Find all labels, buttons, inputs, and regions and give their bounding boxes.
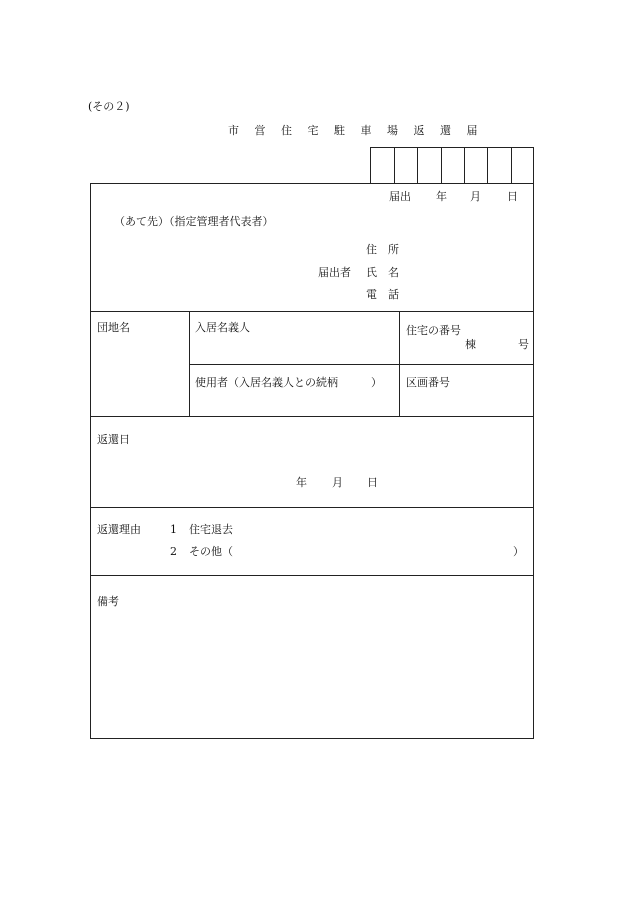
- reception-divider: [441, 148, 442, 184]
- divider: [90, 575, 534, 576]
- divider: [189, 364, 534, 365]
- addressee: （あて先）（指定管理者代表者）: [114, 215, 274, 228]
- return-date-month: 月: [332, 476, 343, 489]
- phone-label: 電 話: [366, 288, 399, 301]
- remarks-label: 備考: [97, 595, 119, 608]
- divider: [90, 507, 534, 508]
- number-label: 号: [518, 338, 529, 351]
- address-label: 住 所: [366, 243, 399, 256]
- reason-option1-number: 1: [170, 523, 177, 536]
- divider: [90, 416, 534, 417]
- divider: [90, 311, 534, 312]
- reason-option2-number: 2: [170, 545, 177, 558]
- return-reason-label: 返還理由: [97, 523, 141, 536]
- name-label: 氏 名: [366, 266, 399, 279]
- reason-option1-text: 住宅退去: [189, 523, 233, 536]
- reception-divider: [511, 148, 512, 184]
- form-frame: [90, 183, 534, 739]
- form-title: 市 営 住 宅 駐 車 場 返 還 届: [228, 124, 484, 137]
- reason-option2-close: ）: [513, 545, 524, 558]
- house-number-label: 住宅の番号: [406, 324, 461, 337]
- estate-name-label: 団地名: [97, 321, 130, 334]
- reason-option2-text: その他（: [189, 545, 233, 558]
- notice-date-prefix: 届出: [389, 190, 411, 203]
- reception-divider: [487, 148, 488, 184]
- reception-divider: [464, 148, 465, 184]
- form-number-label: (その２): [88, 100, 130, 113]
- return-date-year: 年: [296, 476, 307, 489]
- notice-date-day: 日: [507, 190, 518, 203]
- return-date-day: 日: [367, 476, 378, 489]
- reception-divider: [417, 148, 418, 184]
- reception-boxes: [370, 147, 534, 183]
- user-label: 使用者（入居名義人との続柄 ）: [195, 376, 382, 389]
- section-number-label: 区画番号: [406, 376, 450, 389]
- reception-divider: [394, 148, 395, 184]
- notice-date-month: 月: [470, 190, 481, 203]
- building-label: 棟: [465, 338, 476, 351]
- return-date-label: 返還日: [97, 433, 130, 446]
- resident-holder-label: 入居名義人: [195, 321, 250, 334]
- applicant-prefix: 届出者: [318, 266, 351, 279]
- notice-date-year: 年: [436, 190, 447, 203]
